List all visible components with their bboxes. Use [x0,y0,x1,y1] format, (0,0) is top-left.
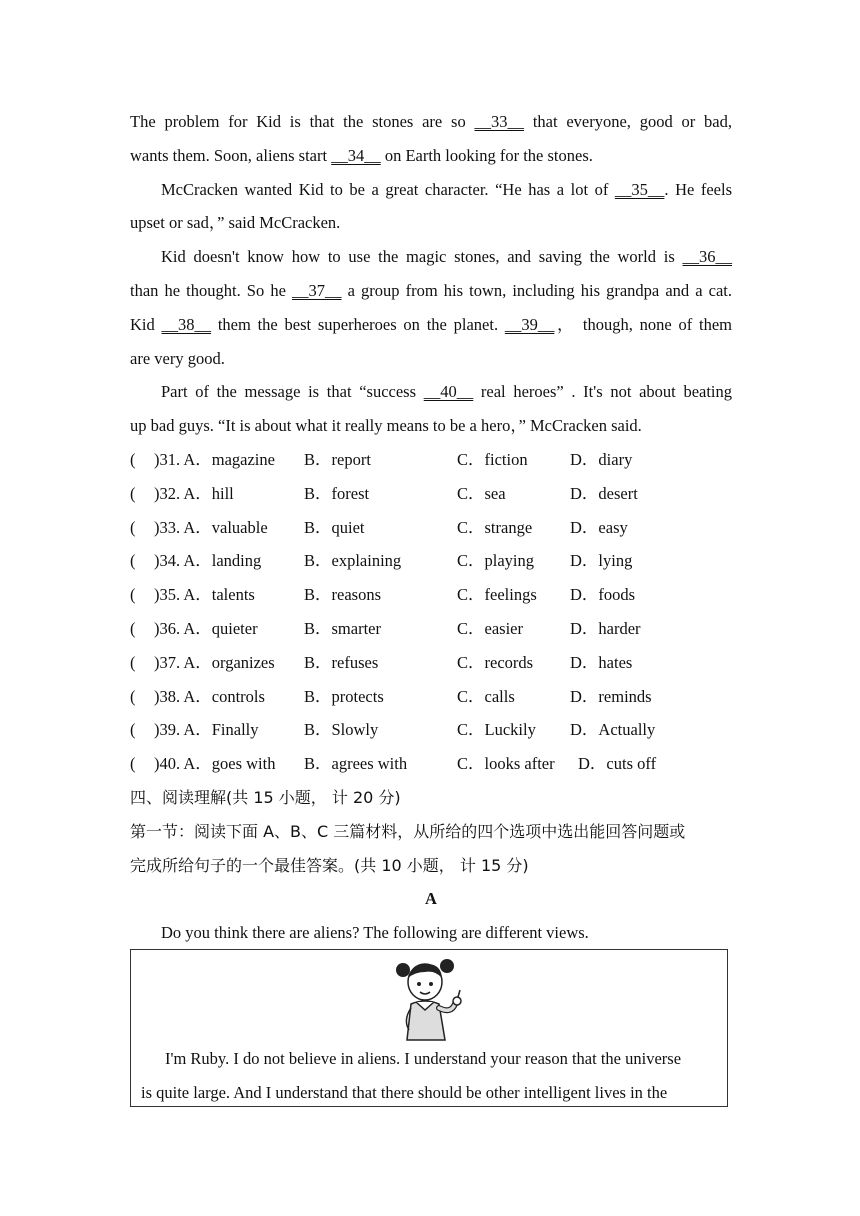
blank-37: __37__ [292,280,342,300]
passage-line: are very good. [130,348,225,368]
passage-line: wants them. Soon, aliens start __34__ on Earth looking for the stones. [130,145,593,165]
passage-line: The problem for Kid is that the stones are so __33__ that everyone, good or bad, [130,112,733,131]
question-list [130,443,732,781]
blank-38: __38__ [161,314,212,334]
passage-line: upset or sad，” said McCracken. [130,213,341,233]
box-text-line: is quite large. And I understand that there should be other intelligent lives in the [141,1083,668,1102]
passage-intro: Do you think there are aliens? The following are different views. [161,923,589,943]
blank-33: __33__ [474,112,525,131]
passage-line: McCracken wanted Kid to be a great character. “He has a lot of __35__. He feels [161,179,732,199]
question-row: ( )36. A．quieter B．smarter C．easier D．harder [130,618,641,638]
passage-line: Part of the message is that “success __40__ real heroes” . It's not about beating [161,382,733,402]
question-row: ( )32. A．hill B．forest C．sea D．desert [130,483,638,503]
document-page [130,105,732,950]
view-box [130,949,728,1107]
blank-39: __39__ [504,314,555,334]
blank-40: __40__ [423,382,474,402]
section-title: 四、阅读理解(共 15 小题， 计 20 分) [130,787,401,807]
section-instructions: 第一节：阅读下面 A、B、C 三篇材料，从所给的四个选项中选出能回答问题或 [130,821,686,841]
question-row: ( )35. A．talents B．reasons C．feelings D．foods [130,585,636,605]
question-row: ( )37. A．organizes B．refuses C．records D．hates [130,652,633,672]
passage-letter: A [425,889,437,909]
passage-line: Kid __38__ them the best superheroes on the planet. __39__， though, none of them [130,314,733,334]
blank-34: __34__ [331,145,381,165]
question-row: ( )34. A．landing B．explaining C．playing D．lying [130,551,633,571]
question-row: ( )31. A．magazine B．report C．fiction D．diary [130,449,633,469]
blank-36: __36__ [682,247,733,267]
passage-line: Kid doesn't know how to use the magic stones, and saving the world is __36__ [161,247,733,267]
passage-line: up bad guys. “It is about what it really means to be a hero，” McCracken said. [130,416,642,436]
girl-illustration-icon [389,954,469,1042]
question-row: ( )33. A．valuable B．quiet C．strange D．easy [130,517,628,537]
question-row: ( )38. A．controls B．protects C．calls D．reminds [130,686,652,706]
passage-line: than he thought. So he __37__ a group from his town, including his grandpa and a cat. [130,280,733,300]
section-instructions: 完成所给句子的一个最佳答案。(共 10 小题， 计 15 分) [130,855,529,875]
question-row: ( )39. A．Finally B．Slowly C．Luckily D．Actually [130,720,656,740]
blank-35: __35__ [614,179,665,199]
question-row: ( )40. A．goes with B．agrees with C．looks after D．cuts off [130,754,657,774]
box-text-line: I'm Ruby. I do not believe in aliens. I understand your reason that the universe [165,1049,682,1068]
